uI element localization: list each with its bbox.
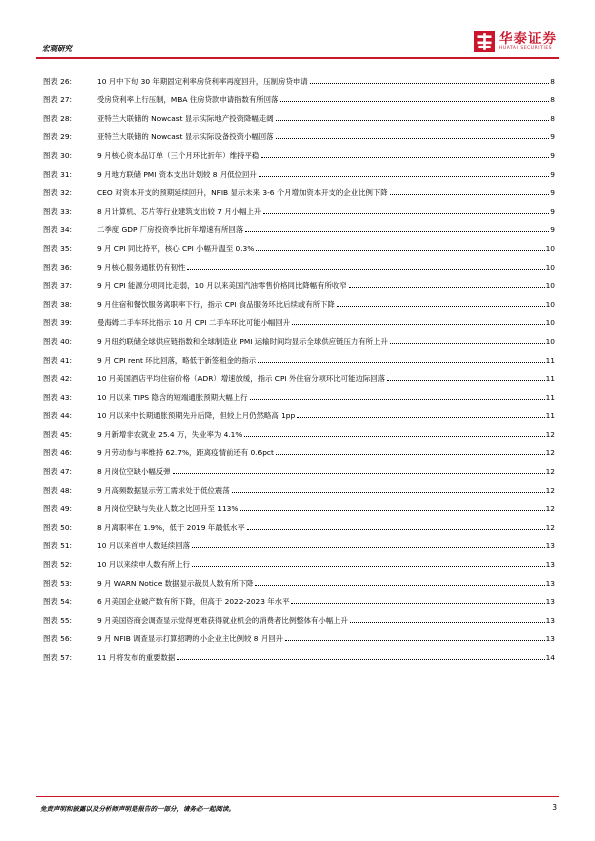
- footer-divider: [36, 796, 559, 797]
- toc-entry[interactable]: [43, 237, 555, 256]
- toc-entry-page: 9: [550, 132, 555, 142]
- toc-entry[interactable]: [43, 144, 555, 163]
- toc-entry-page: 8: [550, 95, 555, 105]
- toc-entry-title: 8 月离职率在 1.9%，低于 2019 年最低水平: [97, 522, 245, 532]
- logo-name-en: HUATAI SECURITIES: [499, 45, 553, 51]
- toc-entry-title: 10 月以来续申人数有所上行: [97, 560, 191, 570]
- toc-entry-page: 12: [545, 522, 555, 532]
- toc-leader-dots: [261, 157, 549, 158]
- toc-entry-label: 图表 46:: [43, 448, 73, 458]
- toc-entry-page: 10: [545, 299, 555, 309]
- toc-entry-label: 图表 39:: [43, 318, 73, 328]
- toc-entry[interactable]: [43, 572, 555, 591]
- toc-entry-label: 图表 28:: [43, 113, 73, 123]
- toc-entry-page: 10: [545, 318, 555, 328]
- toc-entry-page: 11: [545, 392, 555, 402]
- toc-entry-page: 10: [545, 262, 555, 272]
- toc-entry[interactable]: [43, 516, 555, 535]
- toc-leader-dots: [390, 343, 545, 344]
- toc-leader-dots: [263, 213, 549, 214]
- toc-leader-dots: [292, 324, 544, 325]
- toc-entry[interactable]: [43, 460, 555, 479]
- toc-entry-label: 图表 49:: [43, 504, 73, 514]
- toc-entry[interactable]: [43, 609, 555, 628]
- toc-entry-title: 9 月地方联储 PMI 资本支出计划较 8 月低位回升: [97, 169, 257, 179]
- toc-entry-title: 9 月纽约联储全球供应链指数和全球制造业 PMI 运输时间均显示全球供应链压力有所上升: [97, 336, 388, 346]
- toc-leader-dots: [276, 454, 545, 455]
- huatai-logo-icon: [474, 31, 495, 52]
- toc-leader-dots: [350, 622, 545, 623]
- toc-entry-page: 13: [545, 541, 555, 551]
- toc-leader-dots: [390, 194, 550, 195]
- toc-entry-page: 10: [545, 336, 555, 346]
- toc-entry[interactable]: [43, 349, 555, 368]
- toc-leader-dots: [173, 473, 545, 474]
- toc-entry[interactable]: [43, 275, 555, 294]
- toc-entry-page: 10: [545, 243, 555, 253]
- toc-entry-page: 13: [545, 560, 555, 570]
- toc-entry-label: 图表 26:: [43, 76, 73, 86]
- toc-leader-dots: [259, 176, 549, 177]
- toc-entry-page: 9: [550, 188, 555, 198]
- toc-entry-page: 8: [550, 76, 555, 86]
- toc-entry-label: 图表 52:: [43, 560, 73, 570]
- toc-entry[interactable]: [43, 330, 555, 349]
- toc-entry[interactable]: [43, 293, 555, 312]
- toc-entry-label: 图表 37:: [43, 281, 73, 291]
- toc-entry-page: 13: [545, 615, 555, 625]
- toc-entry-label: 图表 56:: [43, 634, 73, 644]
- toc-entry[interactable]: [43, 591, 555, 610]
- toc-entry-label: 图表 32:: [43, 188, 73, 198]
- toc-entry-page: 9: [550, 206, 555, 216]
- toc-entry-title: 9 月 CPI rent 环比回落，略低于新签租金的指示: [97, 355, 257, 365]
- toc-entry[interactable]: [43, 107, 555, 126]
- toc-entry-page: 12: [545, 504, 555, 514]
- toc-leader-dots: [280, 101, 549, 102]
- toc-entry-page: 12: [545, 467, 555, 477]
- toc-entry-title: 9 月 WARN Notice 数据显示裁员人数有所下降: [97, 578, 254, 588]
- toc-leader-dots: [297, 417, 544, 418]
- toc-entry-page: 11: [545, 411, 555, 421]
- toc-entry-title: 10 月以来 TIPS 隐含的短端通胀预期大幅上行: [97, 392, 248, 402]
- toc-entry-title: 9 月住宿和餐饮服务离职率下行，指示 CPI 食品服务环比后续或有所下降: [97, 299, 335, 309]
- toc-leader-dots: [177, 659, 544, 660]
- figure-index: [43, 70, 555, 665]
- toc-entry-title: 6 月美国企业破产数有所下降，但高于 2022-2023 年水平: [97, 597, 290, 607]
- toc-entry[interactable]: [43, 256, 555, 275]
- toc-entry-label: 图表 34:: [43, 225, 73, 235]
- toc-entry[interactable]: [43, 479, 555, 498]
- toc-entry[interactable]: [43, 405, 555, 424]
- toc-entry[interactable]: [43, 646, 555, 665]
- toc-entry[interactable]: [43, 442, 555, 461]
- toc-leader-dots: [337, 306, 545, 307]
- toc-entry-title: 10 月中下旬 30 年期固定利率房贷利率再度回升，压制房贷申请: [97, 76, 308, 86]
- toc-entry[interactable]: [43, 70, 555, 89]
- toc-entry[interactable]: [43, 312, 555, 331]
- toc-entry-page: 11: [545, 355, 555, 365]
- toc-entry-label: 图表 50:: [43, 522, 73, 532]
- logo-name-cn: 华泰证券: [499, 30, 557, 47]
- toc-entry-title: 9 月 CPI 同比持平，核心 CPI 小幅升温至 0.3%: [97, 243, 255, 253]
- toc-entry-title: 10 月以来中长期通胀预期先升后降，但较上月仍然略高 1pp: [97, 411, 296, 421]
- toc-leader-dots: [291, 603, 544, 604]
- toc-entry[interactable]: [43, 89, 555, 108]
- toc-leader-dots: [247, 529, 545, 530]
- toc-entry-title: 9 月 NFIB 调查显示打算招聘的小企业主比例较 8 月回升: [97, 634, 283, 644]
- toc-entry[interactable]: [43, 628, 555, 647]
- toc-entry-title: 8 月岗位空缺小幅反弹: [97, 467, 171, 477]
- toc-entry-label: 图表 41:: [43, 355, 73, 365]
- toc-entry-title: 11 月将发布的重要数据: [97, 653, 176, 662]
- toc-entry-title: 10 月以来首申人数延续回落: [97, 541, 191, 551]
- section-label: 宏观研究: [42, 44, 72, 53]
- toc-entry[interactable]: [43, 368, 555, 387]
- header-divider: [36, 57, 559, 59]
- toc-entry-title: 9 月劳动参与率维持 62.7%，距离疫情前还有 0.6pct: [97, 448, 274, 458]
- toc-entry-title: 受房贷利率上行压制，MBA 住房贷款申请指数有所回落: [97, 95, 279, 105]
- toc-entry-label: 图表 29:: [43, 132, 73, 142]
- toc-leader-dots: [310, 83, 550, 84]
- toc-entry-label: 图表 51:: [43, 541, 73, 551]
- toc-entry-label: 图表 31:: [43, 169, 73, 179]
- toc-leader-dots: [387, 380, 545, 381]
- toc-entry-page: 13: [545, 597, 555, 607]
- toc-entry[interactable]: [43, 126, 555, 145]
- toc-leader-dots: [192, 547, 545, 548]
- toc-entry-label: 图表 40:: [43, 336, 73, 346]
- toc-entry-title: 9 月核心服务通胀仍有韧性: [97, 262, 186, 272]
- toc-entry-page: 13: [545, 578, 555, 588]
- toc-entry-label: 图表 27:: [43, 95, 73, 105]
- toc-entry-label: 图表 42:: [43, 374, 73, 384]
- toc-entry[interactable]: [43, 163, 555, 182]
- toc-leader-dots: [276, 138, 550, 139]
- toc-entry-page: 13: [545, 634, 555, 644]
- toc-leader-dots: [250, 399, 545, 400]
- toc-entry-label: 图表 44:: [43, 411, 73, 421]
- toc-entry-title: 9 月美国咨商会调查显示觉得更难获得就业机会的消费者比例整体有小幅上升: [97, 615, 348, 625]
- toc-entry-label: 图表 54:: [43, 597, 73, 607]
- toc-entry-title: 8 月计算机、芯片等行业建筑支出较 7 月小幅上升: [97, 206, 262, 216]
- toc-entry-page: 9: [550, 150, 555, 160]
- toc-leader-dots: [349, 287, 545, 288]
- company-logo: [474, 31, 557, 52]
- toc-entry[interactable]: [43, 386, 555, 405]
- toc-entry-page: 8: [550, 113, 555, 123]
- toc-leader-dots: [255, 585, 544, 586]
- toc-entry[interactable]: [43, 553, 555, 572]
- toc-entry-title: 亚特兰大联储的 Nowcast 显示实际地产投资降幅走阔: [97, 113, 274, 123]
- toc-entry-title: 9 月 CPI 能源分项同比走弱，10 月以来美国汽油零售价格同比降幅有所收窄: [97, 281, 347, 291]
- toc-entry-label: 图表 33:: [43, 206, 73, 216]
- toc-entry-label: 图表 47:: [43, 467, 73, 477]
- toc-entry-label: 图表 48:: [43, 485, 73, 495]
- toc-leader-dots: [232, 492, 545, 493]
- toc-entry-label: 图表 35:: [43, 243, 73, 253]
- toc-entry-title: 9 月高频数据显示劳工需求处于低位震荡: [97, 485, 230, 495]
- toc-leader-dots: [258, 362, 544, 363]
- toc-entry-label: 图表 43:: [43, 392, 73, 402]
- toc-entry[interactable]: [43, 535, 555, 554]
- toc-entry-page: 12: [545, 485, 555, 495]
- toc-entry-title: 8 月岗位空缺与失业人数之比回升至 113%: [97, 504, 239, 514]
- toc-entry-title: 10 月美国酒店平均住宿价格（ADR）增速放缓，指示 CPI 外住宿分项环比可能边际回落: [97, 374, 386, 384]
- disclaimer-note: 免责声明和披露以及分析师声明是报告的一部分，请务必一起阅读。: [40, 805, 235, 813]
- toc-entry-title: 9 月新增非农就业 25.4 万，失业率为 4.1%: [97, 429, 243, 439]
- toc-entry-title: 9 月核心资本品订单（三个月环比折年）维持平稳: [97, 150, 260, 160]
- toc-entry-page: 14: [545, 653, 555, 662]
- toc-entry[interactable]: [43, 182, 555, 201]
- toc-entry-page: 12: [545, 448, 555, 458]
- toc-entry-title: CEO 对资本开支的预期延续回升，NFIB 显示未来 3-6 个月增加资本开支的企业比例下降: [97, 188, 388, 198]
- toc-entry[interactable]: [43, 423, 555, 442]
- toc-entry-title: 曼海姆二手车环比指示 10 月 CPI 二手车环比可能小幅回升: [97, 318, 291, 328]
- toc-entry-title: 二季度 GDP 厂房投资季比折年增速有所回落: [97, 225, 244, 235]
- toc-entry-label: 图表 53:: [43, 578, 73, 588]
- toc-leader-dots: [240, 510, 544, 511]
- toc-entry-page: 9: [550, 169, 555, 179]
- toc-entry-page: 10: [545, 281, 555, 291]
- toc-entry-page: 9: [550, 225, 555, 235]
- toc-leader-dots: [276, 120, 550, 121]
- toc-entry[interactable]: [43, 200, 555, 219]
- toc-leader-dots: [245, 231, 549, 232]
- toc-entry-label: 图表 30:: [43, 150, 73, 160]
- toc-leader-dots: [187, 269, 544, 270]
- toc-leader-dots: [192, 566, 545, 567]
- toc-entry-page: 11: [545, 374, 555, 384]
- toc-leader-dots: [285, 640, 545, 641]
- toc-entry-title: 亚特兰大联储的 Nowcast 显示实际设备投资小幅回落: [97, 132, 274, 142]
- toc-entry-label: 图表 57:: [43, 653, 73, 662]
- toc-entry-label: 图表 55:: [43, 615, 73, 625]
- toc-entry[interactable]: [43, 498, 555, 517]
- page-header: [36, 28, 559, 56]
- toc-entry-label: 图表 36:: [43, 262, 73, 272]
- toc-leader-dots: [244, 436, 544, 437]
- page-number: 3: [552, 803, 557, 812]
- toc-entry[interactable]: [43, 219, 555, 238]
- toc-entry-page: 12: [545, 429, 555, 439]
- toc-entry-label: 图表 45:: [43, 429, 73, 439]
- toc-leader-dots: [256, 250, 544, 251]
- toc-entry-label: 图表 38:: [43, 299, 73, 309]
